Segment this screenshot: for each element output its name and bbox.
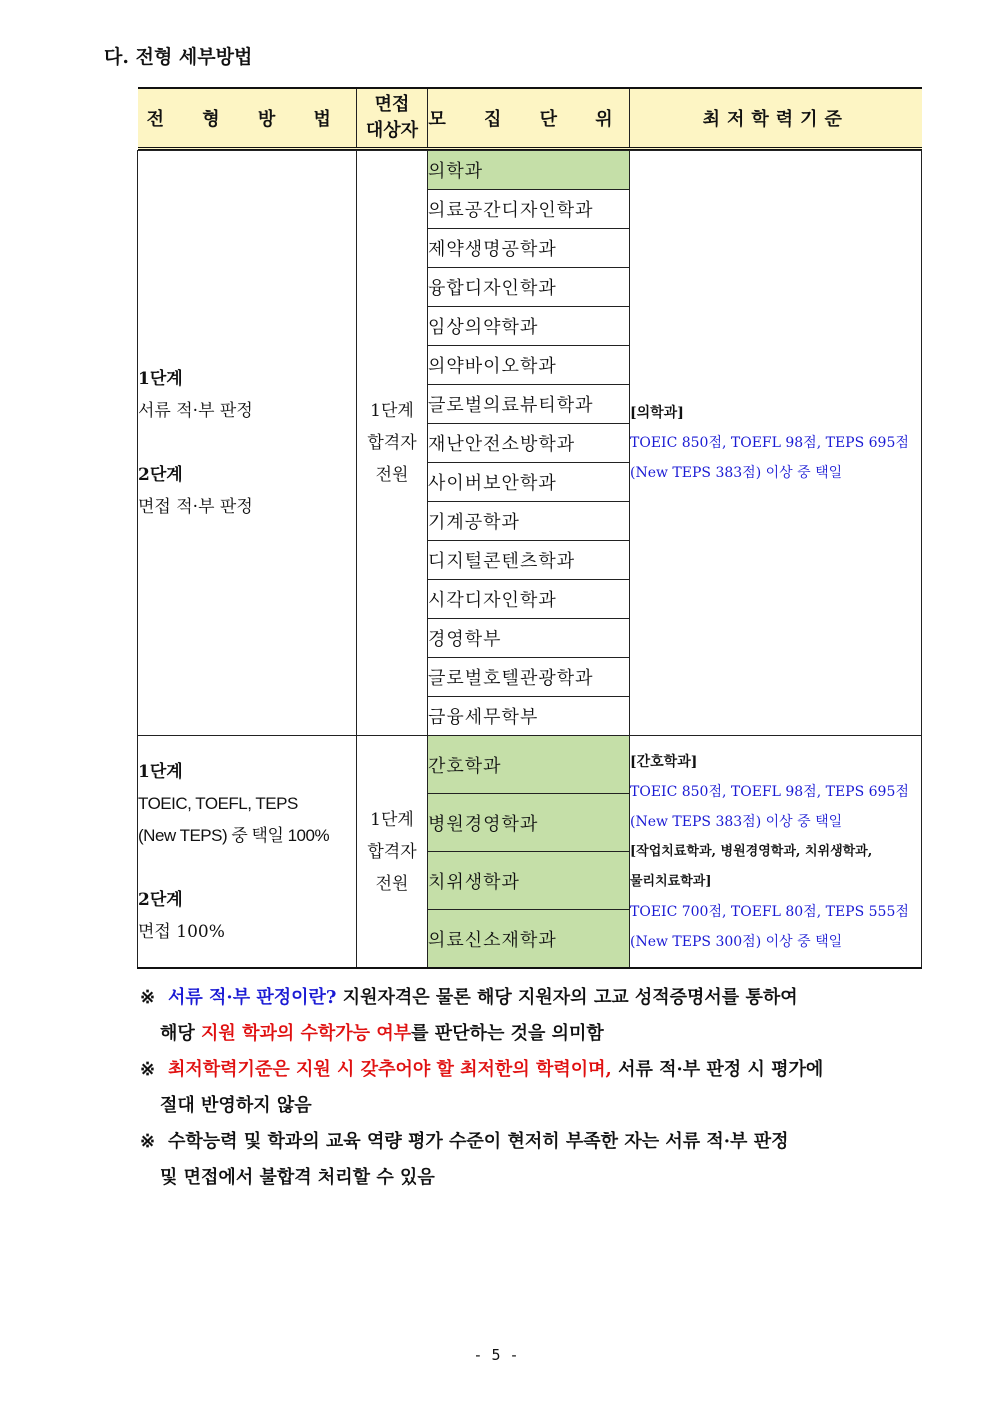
note1-line2-red: 지원 학과의 수학가능 여부 <box>201 1023 412 1044</box>
target-line2: 합격자 <box>367 433 417 453</box>
step1-desc: 서류 적·부 판정 <box>138 401 253 421</box>
unit-cell: 의학과 <box>428 151 630 190</box>
admission-table <box>137 87 922 969</box>
unit-cell: 글로벌호텔관광학과 <box>428 658 630 697</box>
note1-text: 지원자격은 물론 해당 지원자의 고교 성적증명서를 통하여 <box>336 987 798 1008</box>
interview-target-group1 <box>357 151 428 736</box>
note-3 <box>140 1124 925 1196</box>
criteria-label: 물리치료학과] <box>630 873 712 889</box>
method-cell-group1 <box>138 151 357 736</box>
step1-title: 1단계 <box>138 369 183 389</box>
header-interview-target <box>357 88 428 149</box>
interview-target-group2 <box>357 736 428 969</box>
note1-line2-a: 해당 <box>160 1023 202 1044</box>
unit-cell: 디지털콘텐츠학과 <box>428 541 630 580</box>
step1-desc: (New TEPS) 중 택일 100% <box>138 825 330 845</box>
table-header-row <box>138 88 922 149</box>
table-row <box>138 736 922 794</box>
criteria-line: TOEIC 700점, TOEFL 80점, TEPS 555점 <box>630 903 909 920</box>
step2-title: 2단계 <box>138 465 183 485</box>
header-interview-line2: 대상자 <box>365 120 419 141</box>
method-cell-group2 <box>138 736 357 969</box>
step1-title: 1단계 <box>138 761 183 782</box>
note1-highlight: 서류 적·부 판정이란? <box>168 987 337 1008</box>
note3-text: 수학능력 및 학과의 교육 역량 평가 수준이 현저히 부족한 자는 서류 적·부 판정 <box>168 1131 789 1152</box>
criteria-label: [작업치료학과, 병원경영학과, 치위생학과, <box>630 843 873 859</box>
note-mark: ※ <box>140 1131 156 1152</box>
note-mark: ※ <box>140 987 156 1008</box>
note-mark: ※ <box>140 1059 156 1080</box>
header-unit: 모 집 단 위 <box>428 88 630 149</box>
notes-section <box>140 980 925 1196</box>
note2-text: 서류 적·부 판정 시 평가에 <box>611 1059 824 1080</box>
header-criteria: 최저학력기준 <box>630 88 922 149</box>
criteria-label: [의학과] <box>630 405 684 421</box>
unit-cell: 치위생학과 <box>428 852 630 910</box>
criteria-label: [간호학과] <box>630 753 698 770</box>
criteria-line: TOEIC 850점, TOEFL 98점, TEPS 695점 <box>630 435 909 451</box>
note3-line2: 및 면접에서 불합격 처리할 수 있음 <box>160 1167 435 1188</box>
note-1 <box>140 980 925 1052</box>
section-heading: 다. 전형 세부방법 <box>104 46 253 68</box>
page-number: - 5 - <box>473 1346 519 1364</box>
header-interview-line1: 면접 <box>374 94 410 115</box>
unit-cell: 간호학과 <box>428 736 630 794</box>
unit-cell: 금융세무학부 <box>428 697 630 736</box>
unit-cell: 의료신소재학과 <box>428 910 630 969</box>
target-line3: 전원 <box>375 873 409 894</box>
unit-cell: 의약바이오학과 <box>428 346 630 385</box>
target-line2: 합격자 <box>367 841 417 862</box>
target-line1: 1단계 <box>370 809 414 830</box>
step2-desc: 면접 100% <box>138 921 225 942</box>
unit-cell: 경영학부 <box>428 619 630 658</box>
unit-cell: 시각디자인학과 <box>428 580 630 619</box>
step2-title: 2단계 <box>138 889 183 910</box>
criteria-cell-group1 <box>630 151 922 736</box>
unit-cell: 병원경영학과 <box>428 794 630 852</box>
criteria-line: (New TEPS 300점) 이상 중 택일 <box>630 933 843 950</box>
unit-cell: 재난안전소방학과 <box>428 424 630 463</box>
step2-desc: 면접 적·부 판정 <box>138 497 253 517</box>
criteria-line: (New TEPS 383점) 이상 중 택일 <box>630 465 843 481</box>
unit-cell: 임상의약학과 <box>428 307 630 346</box>
target-line3: 전원 <box>375 465 409 485</box>
unit-cell: 의료공간디자인학과 <box>428 190 630 229</box>
table-row <box>138 151 922 190</box>
unit-cell: 사이버보안학과 <box>428 463 630 502</box>
criteria-line: TOEIC 850점, TOEFL 98점, TEPS 695점 <box>630 783 909 800</box>
criteria-line: (New TEPS 383점) 이상 중 택일 <box>630 813 843 830</box>
unit-cell: 글로벌의료뷰티학과 <box>428 385 630 424</box>
header-method: 전 형 방 법 <box>138 88 357 149</box>
unit-cell: 기계공학과 <box>428 502 630 541</box>
note-2 <box>140 1052 925 1124</box>
unit-cell: 융합디자인학과 <box>428 268 630 307</box>
criteria-cell-group2 <box>630 736 922 969</box>
note1-line2-b: 를 판단하는 것을 의미함 <box>411 1023 604 1044</box>
target-line1: 1단계 <box>370 401 414 421</box>
unit-cell: 제약생명공학과 <box>428 229 630 268</box>
note2-line2: 절대 반영하지 않음 <box>160 1095 312 1116</box>
step1-desc: TOEIC, TOEFL, TEPS <box>138 793 298 813</box>
note2-highlight: 최저학력기준은 지원 시 갖추어야 할 최저한의 학력이며, <box>168 1059 612 1080</box>
